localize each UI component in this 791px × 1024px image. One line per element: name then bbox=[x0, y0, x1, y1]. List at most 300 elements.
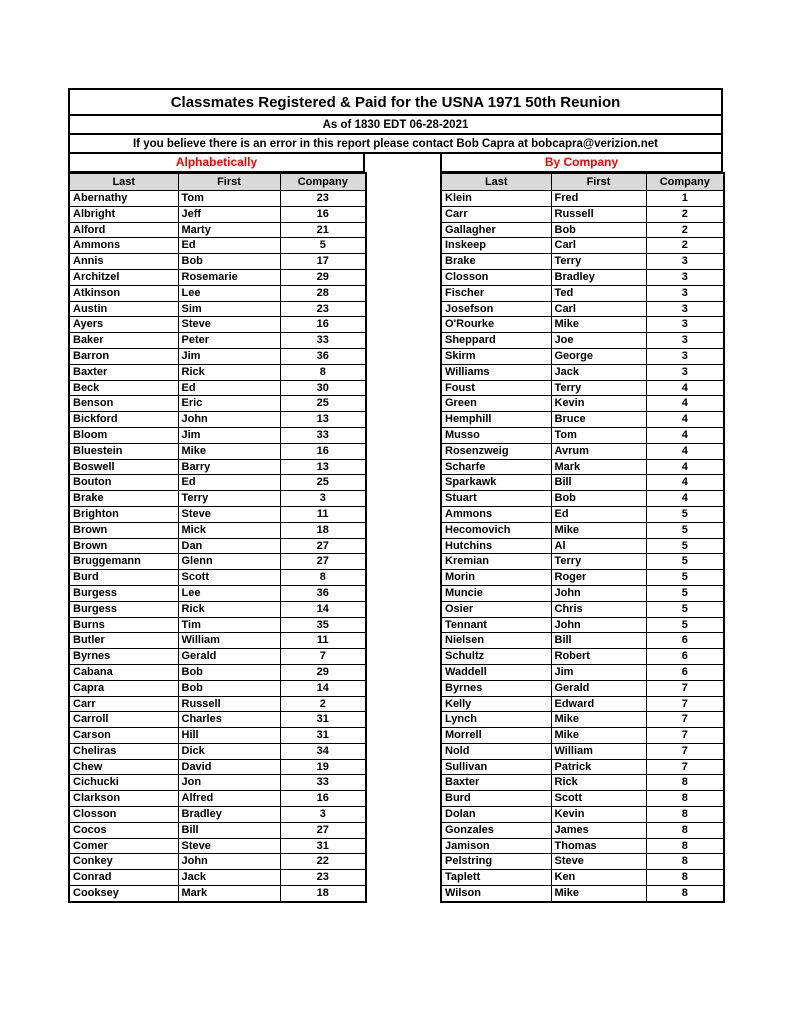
last-name-cell: Bruggemann bbox=[69, 554, 178, 570]
last-name-cell: Hutchins bbox=[441, 538, 551, 554]
last-name-cell: Cocos bbox=[69, 822, 178, 838]
first-name-cell: John bbox=[178, 412, 280, 428]
first-name-cell: Steve bbox=[178, 317, 280, 333]
last-name-cell: Atkinson bbox=[69, 285, 178, 301]
last-name-cell: Kremian bbox=[441, 554, 551, 570]
company-cell: 3 bbox=[646, 301, 724, 317]
last-name-cell: Wilson bbox=[441, 886, 551, 902]
company-cell: 3 bbox=[280, 807, 366, 823]
first-name-cell: Carl bbox=[551, 301, 646, 317]
last-name-cell: Brown bbox=[69, 522, 178, 538]
last-name-cell: Sullivan bbox=[441, 759, 551, 775]
company-cell: 4 bbox=[646, 443, 724, 459]
table-row bbox=[441, 728, 724, 744]
last-name-cell: Boswell bbox=[69, 459, 178, 475]
last-name-cell: Burns bbox=[69, 617, 178, 633]
first-name-cell: Rosemarie bbox=[178, 269, 280, 285]
table-row bbox=[441, 649, 724, 665]
company-cell: 5 bbox=[646, 617, 724, 633]
company-cell: 16 bbox=[280, 791, 366, 807]
company-cell: 4 bbox=[646, 475, 724, 491]
first-name-cell: Thomas bbox=[551, 838, 646, 854]
column-header-last: Last bbox=[69, 173, 178, 191]
table-row bbox=[441, 585, 724, 601]
company-cell: 5 bbox=[646, 538, 724, 554]
last-name-cell: Burd bbox=[441, 791, 551, 807]
column-header-row bbox=[69, 173, 366, 191]
company-cell: 4 bbox=[646, 459, 724, 475]
company-cell: 22 bbox=[280, 854, 366, 870]
company-cell: 34 bbox=[280, 743, 366, 759]
table-row bbox=[69, 427, 366, 443]
company-cell: 23 bbox=[280, 191, 366, 207]
first-name-cell: Terry bbox=[551, 254, 646, 270]
last-name-cell: Skirm bbox=[441, 348, 551, 364]
company-cell: 25 bbox=[280, 475, 366, 491]
company-cell: 3 bbox=[646, 333, 724, 349]
company-cell: 3 bbox=[646, 285, 724, 301]
last-name-cell: Burgess bbox=[69, 601, 178, 617]
table-row bbox=[441, 696, 724, 712]
last-name-cell: Albright bbox=[69, 206, 178, 222]
first-name-cell: Sim bbox=[178, 301, 280, 317]
last-name-cell: Baxter bbox=[69, 364, 178, 380]
company-cell: 30 bbox=[280, 380, 366, 396]
last-name-cell: Stuart bbox=[441, 491, 551, 507]
first-name-cell: James bbox=[551, 822, 646, 838]
table-row bbox=[69, 585, 366, 601]
last-name-cell: Taplett bbox=[441, 870, 551, 886]
table-row bbox=[441, 506, 724, 522]
table-row bbox=[69, 333, 366, 349]
last-name-cell: Musso bbox=[441, 427, 551, 443]
table-row bbox=[69, 696, 366, 712]
company-cell: 23 bbox=[280, 870, 366, 886]
last-name-cell: Bluestein bbox=[69, 443, 178, 459]
column-header-company: Company bbox=[280, 173, 366, 191]
column-header-company: Company bbox=[646, 173, 724, 191]
tables-container bbox=[68, 154, 723, 903]
first-name-cell: John bbox=[551, 585, 646, 601]
report-error-notice: If you believe there is an error in this report please contact Bob Capra at bobcapra@verizion.net bbox=[132, 138, 658, 150]
first-name-cell: Edward bbox=[551, 696, 646, 712]
last-name-cell: Sheppard bbox=[441, 333, 551, 349]
company-cell: 23 bbox=[280, 301, 366, 317]
table-row bbox=[69, 269, 366, 285]
last-name-cell: Carr bbox=[69, 696, 178, 712]
last-name-cell: Closson bbox=[441, 269, 551, 285]
first-name-cell: Rick bbox=[178, 364, 280, 380]
last-name-cell: Cheliras bbox=[69, 743, 178, 759]
table-row bbox=[441, 791, 724, 807]
table-row bbox=[441, 254, 724, 270]
last-name-cell: Bouton bbox=[69, 475, 178, 491]
company-cell: 1 bbox=[646, 191, 724, 207]
table-row bbox=[441, 538, 724, 554]
last-name-cell: Ammons bbox=[441, 506, 551, 522]
table-row bbox=[441, 554, 724, 570]
table-by-company bbox=[440, 154, 723, 903]
first-name-cell: Jack bbox=[551, 364, 646, 380]
last-name-cell: Benson bbox=[69, 396, 178, 412]
last-name-cell: Barron bbox=[69, 348, 178, 364]
alphabetical-table bbox=[68, 172, 367, 903]
company-cell: 7 bbox=[646, 728, 724, 744]
company-cell: 3 bbox=[646, 364, 724, 380]
table-row bbox=[69, 412, 366, 428]
last-name-cell: Gonzales bbox=[441, 822, 551, 838]
last-name-cell: Byrnes bbox=[441, 680, 551, 696]
first-name-cell: Eric bbox=[178, 396, 280, 412]
table-row bbox=[441, 443, 724, 459]
first-name-cell: Roger bbox=[551, 570, 646, 586]
last-name-cell: Burd bbox=[69, 570, 178, 586]
company-cell: 5 bbox=[280, 238, 366, 254]
table-row bbox=[441, 854, 724, 870]
first-name-cell: David bbox=[178, 759, 280, 775]
table-row bbox=[441, 775, 724, 791]
company-cell: 31 bbox=[280, 712, 366, 728]
first-name-cell: Bradley bbox=[551, 269, 646, 285]
table-row bbox=[441, 364, 724, 380]
company-cell: 3 bbox=[646, 348, 724, 364]
first-name-cell: Charles bbox=[178, 712, 280, 728]
company-cell: 25 bbox=[280, 396, 366, 412]
table-row bbox=[69, 506, 366, 522]
last-name-cell: Brake bbox=[441, 254, 551, 270]
company-cell: 14 bbox=[280, 680, 366, 696]
company-cell: 2 bbox=[646, 238, 724, 254]
first-name-cell: Tom bbox=[551, 427, 646, 443]
table-row bbox=[441, 396, 724, 412]
last-name-cell: Architzel bbox=[69, 269, 178, 285]
company-cell: 8 bbox=[280, 570, 366, 586]
last-name-cell: Cooksey bbox=[69, 886, 178, 902]
table-row bbox=[69, 728, 366, 744]
table-row bbox=[441, 301, 724, 317]
company-cell: 36 bbox=[280, 585, 366, 601]
last-name-cell: Baxter bbox=[441, 775, 551, 791]
first-name-cell: Steve bbox=[551, 854, 646, 870]
first-name-cell: Mark bbox=[551, 459, 646, 475]
company-cell: 8 bbox=[646, 838, 724, 854]
company-cell: 8 bbox=[646, 807, 724, 823]
first-name-cell: Dick bbox=[178, 743, 280, 759]
table-row bbox=[69, 870, 366, 886]
company-cell: 5 bbox=[646, 570, 724, 586]
table-row bbox=[69, 301, 366, 317]
first-name-cell: Ed bbox=[178, 238, 280, 254]
table-row bbox=[69, 838, 366, 854]
company-cell: 8 bbox=[646, 854, 724, 870]
company-cell: 27 bbox=[280, 538, 366, 554]
company-cell: 7 bbox=[646, 759, 724, 775]
first-name-cell: Tom bbox=[178, 191, 280, 207]
first-name-cell: Gerald bbox=[178, 649, 280, 665]
last-name-cell: Chew bbox=[69, 759, 178, 775]
last-name-cell: Pelstring bbox=[441, 854, 551, 870]
last-name-cell: Muncie bbox=[441, 585, 551, 601]
first-name-cell: William bbox=[551, 743, 646, 759]
table-row bbox=[441, 191, 724, 207]
table-row bbox=[441, 317, 724, 333]
last-name-cell: Bloom bbox=[69, 427, 178, 443]
first-name-cell: Jon bbox=[178, 775, 280, 791]
table-row bbox=[69, 254, 366, 270]
last-name-cell: Tennant bbox=[441, 617, 551, 633]
last-name-cell: Fischer bbox=[441, 285, 551, 301]
company-cell: 31 bbox=[280, 728, 366, 744]
column-header-first: First bbox=[178, 173, 280, 191]
table-row bbox=[69, 491, 366, 507]
last-name-cell: Nielsen bbox=[441, 633, 551, 649]
last-name-cell: Cabana bbox=[69, 664, 178, 680]
first-name-cell: Jack bbox=[178, 870, 280, 886]
company-cell: 3 bbox=[646, 269, 724, 285]
first-name-cell: Mike bbox=[551, 728, 646, 744]
first-name-cell: John bbox=[551, 617, 646, 633]
first-name-cell: Ted bbox=[551, 285, 646, 301]
last-name-cell: Green bbox=[441, 396, 551, 412]
table-row bbox=[441, 522, 724, 538]
company-cell: 16 bbox=[280, 206, 366, 222]
first-name-cell: Bob bbox=[178, 680, 280, 696]
first-name-cell: Carl bbox=[551, 238, 646, 254]
by-company-table bbox=[440, 172, 725, 903]
company-cell: 16 bbox=[280, 317, 366, 333]
company-cell: 3 bbox=[280, 491, 366, 507]
first-name-cell: Marty bbox=[178, 222, 280, 238]
first-name-cell: Ed bbox=[551, 506, 646, 522]
last-name-cell: Carroll bbox=[69, 712, 178, 728]
table-row bbox=[69, 348, 366, 364]
first-name-cell: Avrum bbox=[551, 443, 646, 459]
column-header-last: Last bbox=[441, 173, 551, 191]
first-name-cell: Mike bbox=[551, 712, 646, 728]
first-name-cell: Patrick bbox=[551, 759, 646, 775]
last-name-cell: Dolan bbox=[441, 807, 551, 823]
company-cell: 33 bbox=[280, 333, 366, 349]
first-name-cell: Kevin bbox=[551, 807, 646, 823]
company-cell: 16 bbox=[280, 443, 366, 459]
first-name-cell: Terry bbox=[551, 554, 646, 570]
last-name-cell: Carson bbox=[69, 728, 178, 744]
last-name-cell: Scharfe bbox=[441, 459, 551, 475]
last-name-cell: Jamison bbox=[441, 838, 551, 854]
table-row bbox=[441, 822, 724, 838]
last-name-cell: Hecomovich bbox=[441, 522, 551, 538]
table-row bbox=[69, 538, 366, 554]
first-name-cell: Steve bbox=[178, 838, 280, 854]
first-name-cell: Bradley bbox=[178, 807, 280, 823]
first-name-cell: Jeff bbox=[178, 206, 280, 222]
first-name-cell: Ed bbox=[178, 380, 280, 396]
first-name-cell: Hill bbox=[178, 728, 280, 744]
first-name-cell: Jim bbox=[551, 664, 646, 680]
table-row bbox=[69, 570, 366, 586]
first-name-cell: Russell bbox=[178, 696, 280, 712]
table-alphabetical bbox=[68, 154, 365, 903]
company-cell: 5 bbox=[646, 601, 724, 617]
first-name-cell: Tim bbox=[178, 617, 280, 633]
company-cell: 18 bbox=[280, 522, 366, 538]
first-name-cell: Mike bbox=[551, 317, 646, 333]
first-name-cell: Bill bbox=[178, 822, 280, 838]
table-row bbox=[69, 285, 366, 301]
first-name-cell: George bbox=[551, 348, 646, 364]
column-header-first: First bbox=[551, 173, 646, 191]
last-name-cell: Gallagher bbox=[441, 222, 551, 238]
table-row bbox=[69, 759, 366, 775]
section-title-alphabetically: Alphabetically bbox=[68, 154, 365, 172]
section-title-by-company: By Company bbox=[440, 154, 723, 172]
last-name-cell: Annis bbox=[69, 254, 178, 270]
first-name-cell: Bob bbox=[178, 254, 280, 270]
first-name-cell: Rick bbox=[551, 775, 646, 791]
company-cell: 4 bbox=[646, 427, 724, 443]
company-cell: 2 bbox=[280, 696, 366, 712]
company-cell: 7 bbox=[646, 680, 724, 696]
last-name-cell: Conrad bbox=[69, 870, 178, 886]
last-name-cell: Josefson bbox=[441, 301, 551, 317]
first-name-cell: Glenn bbox=[178, 554, 280, 570]
first-name-cell: Bruce bbox=[551, 412, 646, 428]
table-row bbox=[441, 348, 724, 364]
company-cell: 19 bbox=[280, 759, 366, 775]
table-row bbox=[69, 475, 366, 491]
company-cell: 8 bbox=[646, 791, 724, 807]
last-name-cell: Cichucki bbox=[69, 775, 178, 791]
last-name-cell: Nold bbox=[441, 743, 551, 759]
reunion-report-sheet bbox=[68, 88, 723, 903]
table-row bbox=[441, 459, 724, 475]
first-name-cell: Rick bbox=[178, 601, 280, 617]
table-row bbox=[441, 380, 724, 396]
first-name-cell: Bill bbox=[551, 475, 646, 491]
last-name-cell: Osier bbox=[441, 601, 551, 617]
table-row bbox=[69, 380, 366, 396]
first-name-cell: Mick bbox=[178, 522, 280, 538]
company-cell: 8 bbox=[280, 364, 366, 380]
company-cell: 4 bbox=[646, 412, 724, 428]
table-row bbox=[69, 791, 366, 807]
company-cell: 7 bbox=[646, 712, 724, 728]
table-row bbox=[441, 238, 724, 254]
table-row bbox=[441, 680, 724, 696]
table-row bbox=[441, 285, 724, 301]
first-name-cell: Jim bbox=[178, 348, 280, 364]
company-cell: 35 bbox=[280, 617, 366, 633]
company-cell: 5 bbox=[646, 585, 724, 601]
first-name-cell: Bob bbox=[178, 664, 280, 680]
company-cell: 11 bbox=[280, 633, 366, 649]
company-cell: 36 bbox=[280, 348, 366, 364]
last-name-cell: Schultz bbox=[441, 649, 551, 665]
first-name-cell: John bbox=[178, 854, 280, 870]
first-name-cell: Mike bbox=[551, 886, 646, 902]
company-cell: 8 bbox=[646, 775, 724, 791]
table-row bbox=[69, 191, 366, 207]
table-row bbox=[69, 633, 366, 649]
last-name-cell: Klein bbox=[441, 191, 551, 207]
last-name-cell: Brown bbox=[69, 538, 178, 554]
table-row bbox=[441, 712, 724, 728]
table-row bbox=[441, 886, 724, 902]
first-name-cell: Robert bbox=[551, 649, 646, 665]
table-row bbox=[69, 617, 366, 633]
last-name-cell: Kelly bbox=[441, 696, 551, 712]
first-name-cell: Scott bbox=[551, 791, 646, 807]
last-name-cell: Rosenzweig bbox=[441, 443, 551, 459]
company-cell: 4 bbox=[646, 491, 724, 507]
last-name-cell: Clarkson bbox=[69, 791, 178, 807]
first-name-cell: Mike bbox=[178, 443, 280, 459]
table-row bbox=[69, 206, 366, 222]
last-name-cell: Baker bbox=[69, 333, 178, 349]
last-name-cell: Williams bbox=[441, 364, 551, 380]
table-row bbox=[441, 601, 724, 617]
table-row bbox=[69, 822, 366, 838]
company-cell: 31 bbox=[280, 838, 366, 854]
first-name-cell: Terry bbox=[551, 380, 646, 396]
first-name-cell: Scott bbox=[178, 570, 280, 586]
table-row bbox=[441, 807, 724, 823]
first-name-cell: Jim bbox=[178, 427, 280, 443]
first-name-cell: Joe bbox=[551, 333, 646, 349]
company-cell: 7 bbox=[646, 696, 724, 712]
table-row bbox=[69, 396, 366, 412]
table-row bbox=[441, 617, 724, 633]
table-row bbox=[69, 886, 366, 902]
company-cell: 6 bbox=[646, 649, 724, 665]
first-name-cell: Mike bbox=[551, 522, 646, 538]
company-cell: 13 bbox=[280, 459, 366, 475]
company-cell: 4 bbox=[646, 396, 724, 412]
last-name-cell: O'Rourke bbox=[441, 317, 551, 333]
report-header-box bbox=[68, 88, 723, 154]
first-name-cell: Dan bbox=[178, 538, 280, 554]
company-cell: 14 bbox=[280, 601, 366, 617]
first-name-cell: Al bbox=[551, 538, 646, 554]
table-row bbox=[441, 743, 724, 759]
company-cell: 2 bbox=[646, 206, 724, 222]
last-name-cell: Lynch bbox=[441, 712, 551, 728]
last-name-cell: Sparkawk bbox=[441, 475, 551, 491]
report-title: Classmates Registered & Paid for the USNA 1971 50th Reunion bbox=[70, 90, 721, 116]
first-name-cell: Gerald bbox=[551, 680, 646, 696]
table-row bbox=[441, 664, 724, 680]
report-timestamp: As of 1830 EDT 06-28-2021 bbox=[70, 116, 721, 135]
last-name-cell: Ayers bbox=[69, 317, 178, 333]
last-name-cell: Waddell bbox=[441, 664, 551, 680]
last-name-cell: Morrell bbox=[441, 728, 551, 744]
company-cell: 21 bbox=[280, 222, 366, 238]
first-name-cell: Alfred bbox=[178, 791, 280, 807]
table-row bbox=[69, 743, 366, 759]
last-name-cell: Capra bbox=[69, 680, 178, 696]
table-row bbox=[441, 870, 724, 886]
last-name-cell: Brighton bbox=[69, 506, 178, 522]
last-name-cell: Hemphill bbox=[441, 412, 551, 428]
table-row bbox=[69, 807, 366, 823]
company-cell: 7 bbox=[646, 743, 724, 759]
company-cell: 6 bbox=[646, 633, 724, 649]
table-row bbox=[69, 317, 366, 333]
table-row bbox=[69, 554, 366, 570]
first-name-cell: Lee bbox=[178, 285, 280, 301]
last-name-cell: Abernathy bbox=[69, 191, 178, 207]
company-cell: 29 bbox=[280, 664, 366, 680]
